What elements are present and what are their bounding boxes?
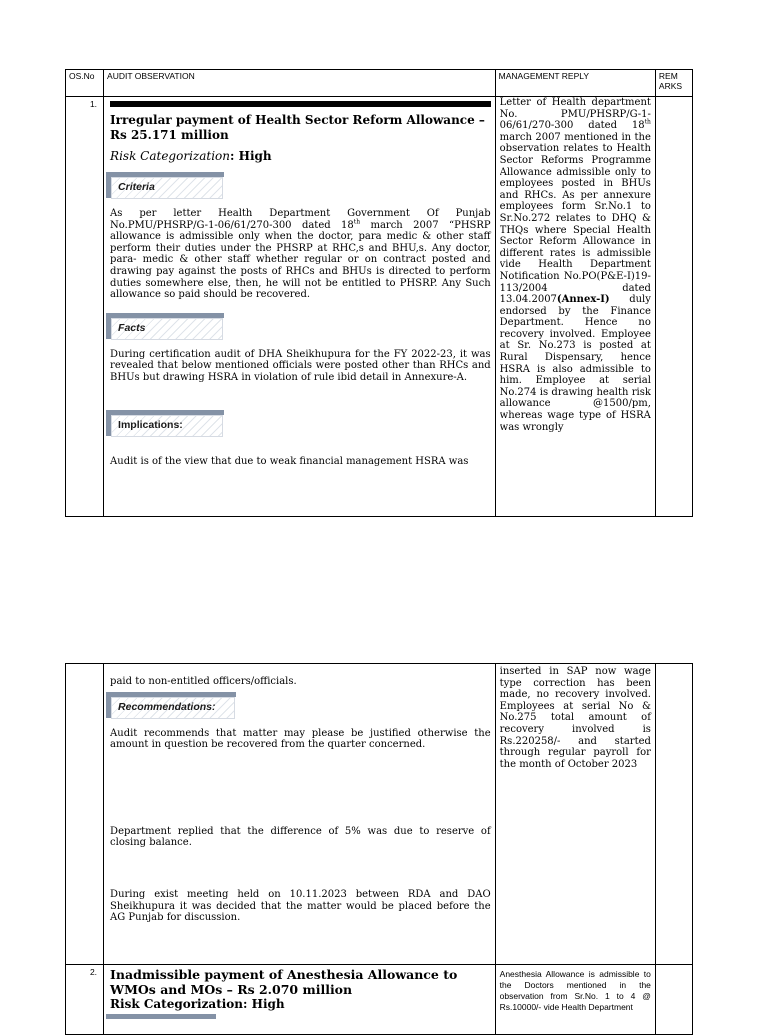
audit-table-continued: [65, 663, 693, 965]
implications-heading: [106, 410, 236, 440]
management-reply-cell: inserted in SAP now wage type correction has been made, no recovery involved. Employees at serial No & No.275 total amount of recovery involved is Rs.220258/- and started through regular payroll for the month of October 2023: [495, 664, 655, 965]
remarks-cell: [655, 664, 692, 965]
recommendations-text: Audit recommends that matter may please be justified otherwise the amount in question be recovered from the quarter concerned.: [110, 727, 491, 751]
remarks-cell: [655, 97, 692, 517]
facts-text: During certification audit of DHA Sheikhupura for the FY 2022-23, it was revealed that below mentioned officials were posted other than RHCs and BHUs but drawing HSRA in violation of rule ibid detail in Annexure-A.: [110, 348, 491, 383]
continued-text: paid to non-entitled officers/officials.: [110, 676, 297, 687]
table-row: [66, 664, 693, 965]
serial-number-empty: [66, 664, 104, 965]
table-header-row: [66, 70, 693, 97]
facts-label: Facts: [118, 321, 146, 334]
audit-table-page-top: [65, 69, 693, 517]
header-management-reply: MANAGEMENT REPLY: [495, 70, 655, 97]
observation-title: Inadmissible payment of Anesthesia Allowance to WMOs and MOs – Rs 2.070 million: [110, 967, 458, 997]
observation-title: Irregular payment of Health Sector Reform Allowance – Rs 25.171 million: [110, 113, 485, 142]
title-divider-bar: [110, 101, 491, 107]
risk-value: : High: [230, 149, 272, 163]
management-reply-cell: Anesthesia Allowance is admissible to the Doctors mentioned in the observation from Sr.No. 1 to 4 @ Rs.10000/- vide Health Department: [495, 965, 655, 1035]
department-reply-text: Department replied that the difference of 5% was due to reserve of closing balance.: [110, 825, 491, 849]
criteria-label: Criteria: [118, 181, 155, 193]
header-remarks: REM ARKS: [655, 70, 692, 97]
audit-table-observation-2: [65, 964, 693, 1035]
remarks-cell: [655, 965, 692, 1035]
header-audit-observation: AUDIT OBSERVATION: [104, 70, 496, 97]
risk-categorization: Risk Categorization: High: [110, 997, 285, 1011]
criteria-text: As per letter Health Department Government Of Punjab No.PMU/PHSRP/G-1-06/61/270-300 dated 18th march 2007 “PHSRP allowance is admissible only when the doctor, para medic & other staff perform their duties under the PHSRP at RHC,s and BHU,s. Any doctor, para- medic & other staff whether regular or on contract posted and drawing pay against the posts of RHCs and BHUs is directed to perform duties somewhere else, then, he will not be entitled to PHSRP. Any Such allowance so paid should be recovered.: [110, 208, 491, 301]
management-reply-cell: Letter of Health department No. PMU/PHSRP/G-1-06/61/270-300 dated 18th march 2007 mentioned in the observation relates to Health Sector Reforms Programme Allowance admissible only to employees posted in BHUs and RHCs. As per annexure employees form Sr.No.1 to Sr.No.272 relates to DHQ & THQs where Special Health Sector Reform Allowance in different rates is admissible vide Health Department Notification No.PO(P&E-I)19-113/2004 dated 13.04.2007(Annex-I) duly endorsed by the Finance Department. Hence no recovery involved. Employee at Sr. No.273 is posted at Rural Dispensary, hence HSRA is also admissible to him. Employee at serial No.274 is drawing health risk allowance @1500/pm, whereas wage type of HSRA was wrongly: [495, 97, 655, 517]
facts-heading: [106, 313, 236, 343]
observation-cell: [104, 965, 496, 1035]
risk-categorization: [110, 149, 491, 164]
observation-cell: [104, 664, 496, 965]
table-row: [66, 97, 693, 517]
header-os-no: OS.No: [66, 70, 104, 97]
serial-number: 2.: [66, 965, 104, 1035]
section-accent-bar: [106, 1014, 216, 1019]
recommendations-heading: [106, 692, 236, 722]
observation-cell: [104, 97, 496, 517]
table-row: [66, 965, 693, 1035]
serial-number: 1.: [66, 97, 104, 517]
criteria-heading: [106, 172, 236, 202]
recommendations-label: Recommendations:: [118, 700, 216, 713]
implications-label: Implications:: [118, 418, 183, 431]
exit-meeting-text: During exist meeting held on 10.11.2023 between RDA and DAO Sheikhupura it was decided that the matter would be placed before the AG Punjab for discussion.: [110, 888, 491, 924]
implications-text: Audit is of the view that due to weak financial management HSRA was: [110, 455, 469, 467]
risk-label: Risk Categorization: [110, 149, 230, 163]
